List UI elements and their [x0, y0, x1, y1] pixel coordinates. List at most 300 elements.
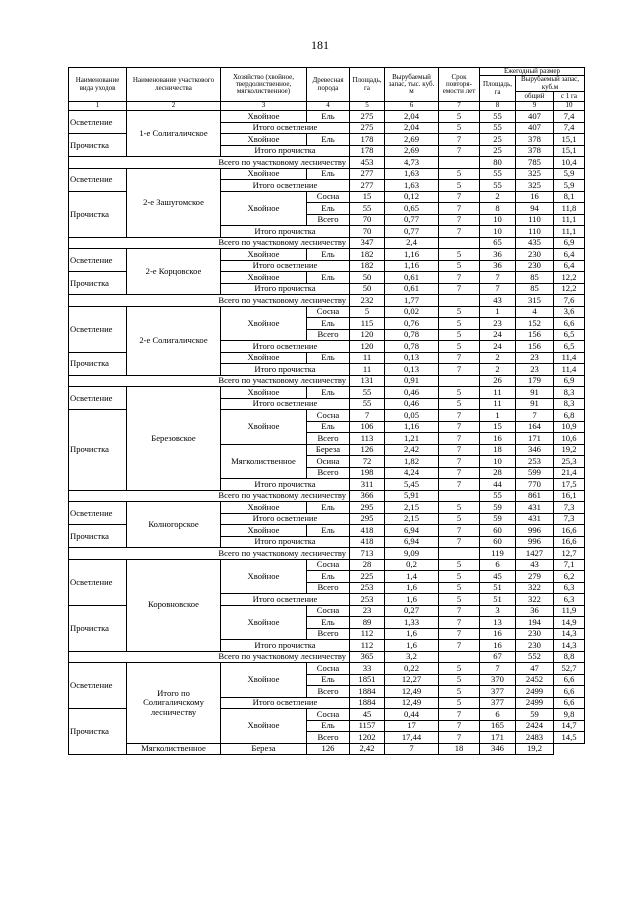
species-cell: Береза: [221, 743, 307, 755]
annual-volume-per-ha: 11,1: [554, 226, 585, 238]
table-row: [69, 249, 585, 261]
annual-area-value: 377: [480, 697, 516, 709]
annual-volume-per-ha: 16,1: [554, 490, 585, 502]
annual-volume-per-ha: 19,2: [516, 743, 554, 755]
forestry-name-cell: Березовское: [127, 387, 221, 491]
species-cell: Ель: [307, 352, 350, 364]
volume-value: 0,46: [385, 398, 439, 410]
volume-value: 2,69: [385, 134, 439, 146]
annual-volume-total: 599: [516, 467, 554, 479]
annual-area-value: 59: [480, 513, 516, 525]
period-value: 5: [439, 329, 480, 341]
species-cell: Ель: [307, 203, 350, 215]
period-value: 5: [439, 571, 480, 583]
annual-area-value: 16: [480, 433, 516, 445]
header-per-ha: с 1 га: [554, 92, 585, 102]
volume-value: 0,76: [385, 318, 439, 330]
economy-cell: Хвойное: [221, 709, 307, 744]
annual-area-value: 18: [480, 444, 516, 456]
annual-volume-per-ha: 7,3: [554, 513, 585, 525]
volume-value: 4,24: [385, 467, 439, 479]
area-value: 23: [350, 605, 385, 617]
care-type-cell: Прочистка: [69, 410, 127, 491]
economy-cell: Хвойное: [221, 387, 307, 399]
annual-volume-total: 407: [516, 122, 554, 134]
species-cell: Всего: [307, 628, 350, 640]
volume-value: 1,21: [385, 433, 439, 445]
volume-value: 0,2: [385, 559, 439, 571]
area-value: 713: [350, 548, 385, 560]
area-value: 50: [350, 283, 385, 295]
annual-volume-total: 36: [516, 605, 554, 617]
table-row: [69, 375, 585, 387]
area-value: 178: [350, 145, 385, 157]
species-cell: Сосна: [307, 709, 350, 721]
economy-cell: Хвойное: [221, 272, 307, 284]
species-cell: Ель: [307, 617, 350, 629]
area-value: 15: [350, 191, 385, 203]
period-value: 5: [439, 306, 480, 318]
period-value: 7: [439, 628, 480, 640]
annual-area-value: 80: [480, 157, 516, 169]
annual-area-value: 51: [480, 594, 516, 606]
annual-volume-per-ha: 6,5: [554, 341, 585, 353]
care-type-cell: Осветление: [69, 387, 127, 410]
volume-value: 1,16: [385, 421, 439, 433]
period-value: 5: [439, 559, 480, 571]
volume-value: 1,16: [385, 249, 439, 261]
period-value: [439, 375, 480, 387]
period-value: 5: [439, 387, 480, 399]
annual-volume-per-ha: 8,3: [554, 398, 585, 410]
species-cell: Сосна: [307, 306, 350, 318]
area-value: 70: [350, 214, 385, 226]
annual-volume-per-ha: 8,3: [554, 387, 585, 399]
care-type-cell: Прочистка: [69, 272, 127, 295]
table-row: [69, 306, 585, 318]
annual-volume-per-ha: 7,1: [554, 559, 585, 571]
header-forestry: Наименование участкового лесничества: [127, 68, 221, 102]
annual-area-value: 13: [480, 617, 516, 629]
area-value: 55: [350, 398, 385, 410]
volume-value: 1,63: [385, 168, 439, 180]
subtotal-label: Итого прочистка: [221, 226, 350, 238]
area-value: 11: [350, 352, 385, 364]
area-value: 253: [350, 594, 385, 606]
area-value: 1884: [350, 686, 385, 698]
annual-volume-per-ha: 6,6: [554, 697, 585, 709]
annual-volume-total: 4: [516, 306, 554, 318]
annual-volume-total: 378: [516, 134, 554, 146]
area-value: 275: [350, 111, 385, 123]
annual-volume-total: 171: [516, 433, 554, 445]
annual-volume-per-ha: 8,1: [554, 191, 585, 203]
header-period: Срок повторя-емости лет: [439, 68, 480, 102]
care-type-cell: Прочистка: [69, 352, 127, 375]
species-cell: Всего: [307, 329, 350, 341]
volume-value: 4,73: [385, 157, 439, 169]
annual-area-value: 10: [480, 226, 516, 238]
period-value: 7: [439, 444, 480, 456]
period-value: 7: [439, 272, 480, 284]
period-value: 7: [439, 283, 480, 295]
annual-area-value: 55: [480, 168, 516, 180]
annual-volume-total: 2424: [516, 720, 554, 732]
area-value: 453: [350, 157, 385, 169]
annual-volume-per-ha: 25,3: [554, 456, 585, 468]
annual-volume-total: 179: [516, 375, 554, 387]
volume-value: 0,78: [385, 341, 439, 353]
economy-cell: Хвойное: [221, 134, 307, 146]
annual-volume-per-ha: 6,5: [554, 329, 585, 341]
annual-volume-total: 431: [516, 513, 554, 525]
volume-value: 1,4: [385, 571, 439, 583]
annual-area-value: 36: [480, 249, 516, 261]
subtotal-label: Итого осветление: [221, 697, 350, 709]
annual-volume-per-ha: 11,4: [554, 364, 585, 376]
area-value: 5: [350, 306, 385, 318]
period-value: 5: [439, 249, 480, 261]
annual-area-value: 60: [480, 536, 516, 548]
area-value: 112: [350, 640, 385, 652]
period-value: 7: [439, 605, 480, 617]
forestry-total-label: Всего по участковому лесничеству: [69, 651, 350, 663]
area-value: 28: [350, 559, 385, 571]
annual-area-value: 7: [480, 272, 516, 284]
care-type-cell: Осветление: [69, 111, 127, 134]
volume-value: 1,6: [385, 640, 439, 652]
species-cell: Сосна: [307, 410, 350, 422]
forestry-name-cell: Коровновское: [127, 559, 221, 651]
subtotal-label: Итого прочистка: [221, 479, 350, 491]
col-number: 3: [221, 102, 307, 111]
volume-value: 0,65: [385, 203, 439, 215]
area-value: 126: [307, 743, 350, 755]
period-value: 5: [439, 318, 480, 330]
annual-volume-total: 861: [516, 490, 554, 502]
table-row: [69, 157, 585, 169]
economy-cell: Хвойное: [221, 111, 307, 123]
volume-value: 17,44: [385, 732, 439, 744]
area-value: 55: [350, 387, 385, 399]
area-value: 112: [350, 628, 385, 640]
table-row: [69, 559, 585, 571]
annual-area-value: 55: [480, 111, 516, 123]
col-number: 8: [480, 102, 516, 111]
species-cell: Всего: [307, 214, 350, 226]
annual-volume-total: 230: [516, 640, 554, 652]
annual-volume-total: 552: [516, 651, 554, 663]
annual-volume-total: 23: [516, 352, 554, 364]
forestry-total-label: Всего по участковому лесничеству: [69, 237, 350, 249]
annual-volume-per-ha: 10,9: [554, 421, 585, 433]
volume-value: 3,2: [385, 651, 439, 663]
annual-volume-total: 85: [516, 272, 554, 284]
annual-area-value: 25: [480, 134, 516, 146]
period-value: 7: [439, 226, 480, 238]
species-cell: Всего: [307, 467, 350, 479]
period-value: [439, 157, 480, 169]
economy-cell: Хвойное: [221, 663, 307, 698]
annual-area-value: 171: [480, 732, 516, 744]
volume-value: 2,4: [385, 237, 439, 249]
subtotal-label: Итого осветление: [221, 180, 350, 192]
col-number: 2: [127, 102, 221, 111]
annual-area-value: 44: [480, 479, 516, 491]
volume-value: 0,13: [385, 364, 439, 376]
annual-volume-per-ha: 3,6: [554, 306, 585, 318]
annual-area-value: 165: [480, 720, 516, 732]
annual-volume-total: 996: [516, 536, 554, 548]
volume-value: 17: [385, 720, 439, 732]
annual-volume-total: 996: [516, 525, 554, 537]
area-value: 1202: [350, 732, 385, 744]
annual-volume-total: 23: [516, 364, 554, 376]
area-value: 55: [350, 203, 385, 215]
species-cell: Осина: [307, 456, 350, 468]
annual-area-value: 16: [480, 640, 516, 652]
care-type-cell: Прочистка: [69, 134, 127, 157]
annual-volume-total: 431: [516, 502, 554, 514]
annual-area-value: 1: [480, 410, 516, 422]
forestry-total-label: Всего по участковому лесничеству: [69, 490, 350, 502]
annual-volume-total: 325: [516, 180, 554, 192]
species-cell: Сосна: [307, 191, 350, 203]
economy-cell: Хвойное: [221, 249, 307, 261]
area-value: 182: [350, 249, 385, 261]
volume-value: 0,12: [385, 191, 439, 203]
species-cell: Ель: [307, 571, 350, 583]
area-value: 366: [350, 490, 385, 502]
annual-volume-total: 2499: [516, 697, 554, 709]
care-type-cell: Прочистка: [69, 525, 127, 548]
annual-area-value: 2: [480, 191, 516, 203]
header-economy: Хозяйство (хвойное, твердолиственное, мягколиственное): [221, 68, 307, 102]
volume-value: 12,49: [385, 697, 439, 709]
area-value: 311: [350, 479, 385, 491]
header-care-type: Наименование вида уходов: [69, 68, 127, 102]
volume-value: 0,46: [385, 387, 439, 399]
period-value: 7: [439, 720, 480, 732]
annual-volume-per-ha: 6,6: [554, 686, 585, 698]
annual-area-value: 2: [480, 352, 516, 364]
period-value: 7: [385, 743, 439, 755]
annual-area-value: 24: [480, 341, 516, 353]
annual-area-value: 67: [480, 651, 516, 663]
annual-volume-per-ha: 7,6: [554, 295, 585, 307]
annual-area-value: 16: [480, 628, 516, 640]
volume-value: 0,13: [385, 352, 439, 364]
col-number: 10: [554, 102, 585, 111]
table-row: [69, 237, 585, 249]
period-value: 7: [439, 467, 480, 479]
annual-volume-total: 2452: [516, 674, 554, 686]
annual-volume-per-ha: 7,3: [554, 502, 585, 514]
annual-area-value: 51: [480, 582, 516, 594]
annual-volume-per-ha: 11,8: [554, 203, 585, 215]
species-cell: Ель: [307, 421, 350, 433]
volume-value: 0,44: [385, 709, 439, 721]
annual-area-value: 11: [480, 387, 516, 399]
period-value: [439, 651, 480, 663]
annual-volume-total: 230: [516, 260, 554, 272]
species-cell: Всего: [307, 582, 350, 594]
annual-area-value: 6: [480, 559, 516, 571]
area-value: 1884: [350, 697, 385, 709]
volume-value: 2,04: [385, 111, 439, 123]
annual-volume-per-ha: 6,4: [554, 249, 585, 261]
annual-volume-per-ha: 6,6: [554, 318, 585, 330]
annual-area-value: 18: [439, 743, 480, 755]
annual-area-value: 377: [480, 686, 516, 698]
economy-cell: Хвойное: [221, 605, 307, 640]
volume-value: 2,15: [385, 502, 439, 514]
annual-volume-per-ha: 14,9: [554, 617, 585, 629]
period-value: [439, 490, 480, 502]
table-row: [69, 295, 585, 307]
period-value: 5: [439, 582, 480, 594]
period-value: 5: [439, 122, 480, 134]
annual-area-value: 25: [480, 145, 516, 157]
annual-volume-per-ha: 12,2: [554, 272, 585, 284]
species-cell: Ель: [307, 272, 350, 284]
forestry-name-cell: Колногорское: [127, 502, 221, 548]
economy-cell: Хвойное: [221, 410, 307, 445]
table-row: [69, 387, 585, 399]
period-value: 5: [439, 111, 480, 123]
annual-volume-total: 43: [516, 559, 554, 571]
annual-volume-per-ha: 6,9: [554, 237, 585, 249]
annual-volume-total: 1427: [516, 548, 554, 560]
species-cell: Всего: [307, 686, 350, 698]
annual-volume-per-ha: 6,2: [554, 571, 585, 583]
annual-volume-total: 156: [516, 329, 554, 341]
header-species: Древесная порода: [307, 68, 350, 102]
economy-cell: Мягколиственное: [127, 743, 221, 755]
table-row: [69, 168, 585, 180]
volume-value: 0,27: [385, 605, 439, 617]
period-value: 7: [439, 134, 480, 146]
area-value: 115: [350, 318, 385, 330]
volume-value: 0,61: [385, 283, 439, 295]
forestry-total-label: Всего по участковому лесничеству: [69, 375, 350, 387]
annual-area-value: 7: [480, 663, 516, 675]
subtotal-label: Итого прочистка: [221, 145, 350, 157]
header-annual-volume: Вырубаемый запас, куб.м: [516, 76, 585, 92]
period-value: 7: [439, 214, 480, 226]
volume-value: 5,45: [385, 479, 439, 491]
species-cell: Ель: [307, 674, 350, 686]
annual-area-value: 6: [480, 709, 516, 721]
annual-area-value: 23: [480, 318, 516, 330]
period-value: [439, 548, 480, 560]
species-cell: Ель: [307, 249, 350, 261]
annual-volume-total: 230: [516, 628, 554, 640]
header-total: общий: [516, 92, 554, 102]
volume-value: 0,22: [385, 663, 439, 675]
economy-cell: Хвойное: [221, 525, 307, 537]
annual-volume-total: 156: [516, 341, 554, 353]
area-value: 1851: [350, 674, 385, 686]
species-cell: Сосна: [307, 663, 350, 675]
subtotal-label: Итого прочистка: [221, 640, 350, 652]
page-number: 181: [311, 38, 329, 52]
period-value: 7: [439, 145, 480, 157]
annual-volume-per-ha: 10,4: [554, 157, 585, 169]
period-value: 5: [439, 180, 480, 192]
area-value: 89: [350, 617, 385, 629]
annual-volume-total: 194: [516, 617, 554, 629]
annual-volume-total: 59: [516, 709, 554, 721]
annual-volume-per-ha: 11,9: [554, 605, 585, 617]
annual-area-value: 7: [480, 283, 516, 295]
period-value: 7: [439, 732, 480, 744]
annual-volume-total: 7: [516, 410, 554, 422]
volume-value: 9,09: [385, 548, 439, 560]
area-value: 113: [350, 433, 385, 445]
annual-volume-per-ha: 11,1: [554, 214, 585, 226]
annual-volume-total: 785: [516, 157, 554, 169]
area-value: 70: [350, 226, 385, 238]
annual-volume-per-ha: 6,9: [554, 375, 585, 387]
area-value: 178: [350, 134, 385, 146]
annual-area-value: 65: [480, 237, 516, 249]
economy-cell: Хвойное: [221, 168, 307, 180]
species-cell: Ель: [307, 168, 350, 180]
annual-volume-per-ha: 14,5: [554, 732, 585, 744]
annual-area-value: 45: [480, 571, 516, 583]
annual-volume-total: 253: [516, 456, 554, 468]
table-row: [69, 502, 585, 514]
area-value: 45: [350, 709, 385, 721]
annual-area-value: 55: [480, 180, 516, 192]
area-value: 120: [350, 329, 385, 341]
header-volume: Вырубаемый запас, тыс. куб. м: [385, 68, 439, 102]
annual-area-value: 59: [480, 502, 516, 514]
annual-volume-per-ha: 5,9: [554, 180, 585, 192]
col-number: 6: [385, 102, 439, 111]
area-value: 275: [350, 122, 385, 134]
header-annual-area: Площадь, га: [480, 76, 516, 102]
economy-cell: Хвойное: [221, 559, 307, 594]
period-value: 7: [439, 421, 480, 433]
area-value: 120: [350, 341, 385, 353]
area-value: 277: [350, 180, 385, 192]
area-value: 418: [350, 525, 385, 537]
period-value: 7: [439, 203, 480, 215]
volume-value: 1,6: [385, 594, 439, 606]
volume-value: 0,78: [385, 329, 439, 341]
forestry-name-cell: 2-е Солигаличское: [127, 306, 221, 375]
table-row: [69, 663, 585, 675]
period-value: 7: [439, 433, 480, 445]
annual-volume-per-ha: 15,1: [554, 134, 585, 146]
care-type-cell: Осветление: [69, 168, 127, 191]
annual-area-value: 8: [480, 203, 516, 215]
area-value: 295: [350, 502, 385, 514]
annual-volume-per-ha: 14,3: [554, 628, 585, 640]
species-cell: Всего: [307, 732, 350, 744]
annual-area-value: 10: [480, 456, 516, 468]
subtotal-label: Итого прочистка: [221, 364, 350, 376]
header-annual: Ежегодный размер: [480, 68, 585, 76]
table-row: [69, 548, 585, 560]
annual-volume-per-ha: 10,6: [554, 433, 585, 445]
volume-value: 0,77: [385, 226, 439, 238]
annual-area-value: 15: [480, 421, 516, 433]
care-volume-table: [68, 67, 585, 755]
area-value: 232: [350, 295, 385, 307]
